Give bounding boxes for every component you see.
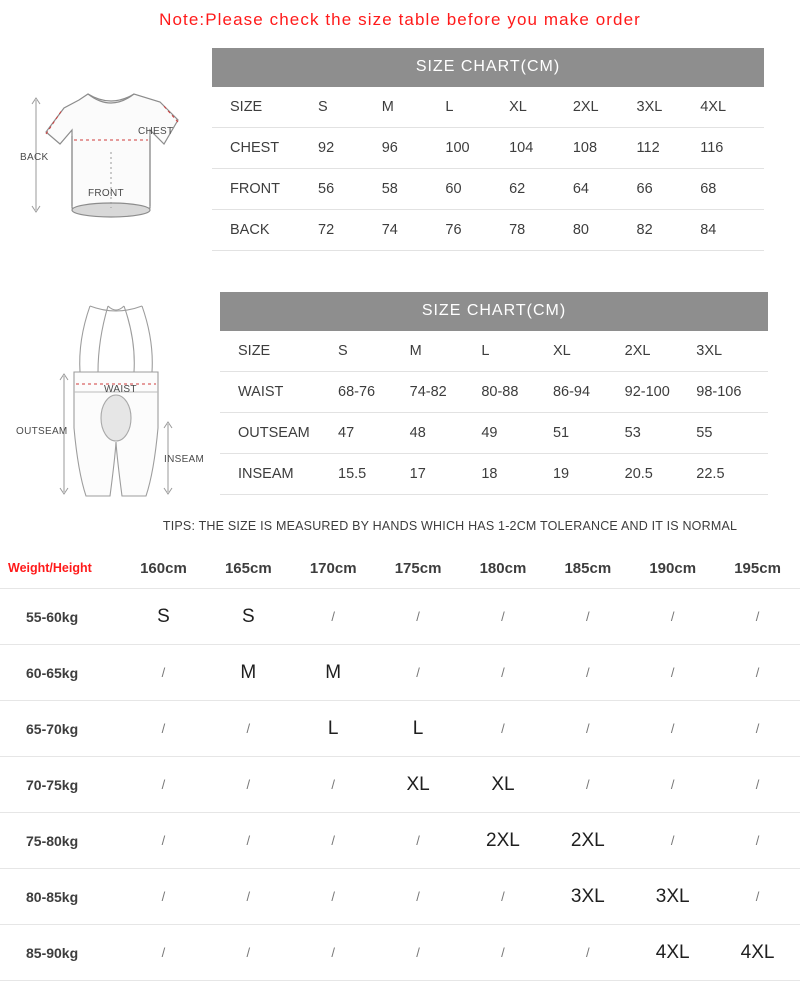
cell: 74-82 <box>410 372 482 413</box>
matrix-cell: / <box>545 701 630 757</box>
column-header: M <box>410 331 482 372</box>
bib-label-outseam: OUTSEAM <box>16 426 68 437</box>
tips-text: TIPS: THE SIZE IS MEASURED BY HANDS WHICH HAS 1-2CM TOLERANCE AND IT IS NORMAL <box>162 519 738 533</box>
cell: 22.5 <box>696 454 768 495</box>
column-header: S <box>318 87 382 128</box>
column-header: 2XL <box>573 87 637 128</box>
cell: 20.5 <box>625 454 697 495</box>
matrix-cell: L <box>376 701 461 757</box>
cell: 72 <box>318 210 382 251</box>
matrix-height-header: 185cm <box>545 548 630 589</box>
matrix-cell: / <box>630 757 715 813</box>
matrix-weight-label: 70-75kg <box>0 757 121 813</box>
table-row <box>0 925 800 981</box>
matrix-height-header: 165cm <box>206 548 291 589</box>
column-header: S <box>338 331 410 372</box>
cell: 86-94 <box>553 372 625 413</box>
matrix-cell: / <box>206 925 291 981</box>
matrix-cell: / <box>291 869 376 925</box>
matrix-cell: / <box>376 813 461 869</box>
column-header: L <box>481 331 553 372</box>
matrix-cell: / <box>461 701 546 757</box>
cell: 56 <box>318 169 382 210</box>
matrix-cell: / <box>121 701 206 757</box>
size-chart-bib <box>220 292 768 495</box>
table-row <box>212 169 764 210</box>
table-row <box>212 87 764 128</box>
matrix-cell: / <box>291 813 376 869</box>
matrix-cell: 2XL <box>545 813 630 869</box>
column-header: XL <box>553 331 625 372</box>
cell: 104 <box>509 128 573 169</box>
matrix-cell: / <box>376 869 461 925</box>
cell: 68-76 <box>338 372 410 413</box>
cell: 17 <box>410 454 482 495</box>
cell: 68 <box>700 169 764 210</box>
matrix-cell: XL <box>376 757 461 813</box>
row-label: CHEST <box>212 128 318 169</box>
jersey-label-chest: CHEST <box>138 126 174 137</box>
matrix-cell: / <box>715 813 800 869</box>
cell: 80-88 <box>481 372 553 413</box>
size-chart-bib-table <box>220 331 768 495</box>
bib-label-inseam: INSEAM <box>164 454 205 465</box>
column-header: M <box>382 87 446 128</box>
matrix-cell: / <box>206 757 291 813</box>
cell: 49 <box>481 413 553 454</box>
column-header: 3XL <box>696 331 768 372</box>
matrix-cell: S <box>206 589 291 645</box>
size-chart-jersey-title: SIZE CHART(CM) <box>212 48 764 87</box>
cell: 64 <box>573 169 637 210</box>
matrix-cell: / <box>121 757 206 813</box>
matrix-cell: 3XL <box>545 869 630 925</box>
cell: 84 <box>700 210 764 251</box>
matrix-cell: / <box>715 589 800 645</box>
table-header-row <box>0 548 800 589</box>
matrix-cell: / <box>715 757 800 813</box>
matrix-cell: / <box>206 869 291 925</box>
jersey-label-back: BACK <box>20 152 49 163</box>
cell: 92 <box>318 128 382 169</box>
table-row <box>0 869 800 925</box>
table-row <box>0 589 800 645</box>
column-header: SIZE <box>212 87 318 128</box>
matrix-cell: / <box>291 757 376 813</box>
matrix-cell: / <box>121 813 206 869</box>
bib-label-waist: WAIST <box>104 384 137 395</box>
cell: 74 <box>382 210 446 251</box>
cell: 92-100 <box>625 372 697 413</box>
cell: 48 <box>410 413 482 454</box>
weight-height-table <box>0 548 800 981</box>
matrix-cell: / <box>376 589 461 645</box>
matrix-cell: 4XL <box>715 925 800 981</box>
matrix-cell: M <box>206 645 291 701</box>
size-chart-jersey <box>212 48 764 251</box>
matrix-weight-label: 80-85kg <box>0 869 121 925</box>
row-label: FRONT <box>212 169 318 210</box>
cell: 18 <box>481 454 553 495</box>
cell: 96 <box>382 128 446 169</box>
cell: 58 <box>382 169 446 210</box>
matrix-cell: / <box>545 589 630 645</box>
column-header: 4XL <box>700 87 764 128</box>
matrix-cell: / <box>461 925 546 981</box>
cell: 80 <box>573 210 637 251</box>
table-row <box>220 413 768 454</box>
cell: 47 <box>338 413 410 454</box>
matrix-cell: XL <box>461 757 546 813</box>
matrix-cell: 2XL <box>461 813 546 869</box>
matrix-cell: / <box>461 589 546 645</box>
column-header: SIZE <box>220 331 338 372</box>
size-chart-bib-title: SIZE CHART(CM) <box>220 292 768 331</box>
matrix-cell: / <box>376 925 461 981</box>
row-label: BACK <box>212 210 318 251</box>
matrix-cell: / <box>206 701 291 757</box>
matrix-cell: S <box>121 589 206 645</box>
cell: 60 <box>445 169 509 210</box>
matrix-cell: / <box>461 645 546 701</box>
cell: 108 <box>573 128 637 169</box>
table-row <box>0 701 800 757</box>
cell: 51 <box>553 413 625 454</box>
matrix-height-header: 175cm <box>376 548 461 589</box>
bib-diagram <box>18 300 214 520</box>
matrix-cell: 3XL <box>630 869 715 925</box>
matrix-weight-label: 85-90kg <box>0 925 121 981</box>
matrix-cell: / <box>630 645 715 701</box>
matrix-weight-label: 60-65kg <box>0 645 121 701</box>
row-label: OUTSEAM <box>220 413 338 454</box>
row-label: INSEAM <box>220 454 338 495</box>
matrix-height-header: 195cm <box>715 548 800 589</box>
matrix-cell: / <box>291 925 376 981</box>
weight-height-matrix <box>0 548 800 981</box>
cell: 100 <box>445 128 509 169</box>
cell: 19 <box>553 454 625 495</box>
matrix-height-header: 170cm <box>291 548 376 589</box>
matrix-cell: / <box>461 869 546 925</box>
table-row <box>0 813 800 869</box>
matrix-cell: L <box>291 701 376 757</box>
cell: 66 <box>637 169 701 210</box>
jersey-diagram <box>16 78 206 258</box>
table-row <box>212 210 764 251</box>
matrix-weight-label: 65-70kg <box>0 701 121 757</box>
matrix-cell: / <box>630 589 715 645</box>
cell: 62 <box>509 169 573 210</box>
size-chart-jersey-table <box>212 87 764 251</box>
matrix-cell: / <box>545 925 630 981</box>
matrix-cell: / <box>715 645 800 701</box>
column-header: 3XL <box>637 87 701 128</box>
table-row <box>0 645 800 701</box>
matrix-cell: / <box>715 869 800 925</box>
matrix-cell: M <box>291 645 376 701</box>
matrix-cell: / <box>121 869 206 925</box>
matrix-weight-label: 55-60kg <box>0 589 121 645</box>
row-label: WAIST <box>220 372 338 413</box>
column-header: L <box>445 87 509 128</box>
cell: 55 <box>696 413 768 454</box>
cell: 15.5 <box>338 454 410 495</box>
matrix-height-header: 160cm <box>121 548 206 589</box>
matrix-height-header: 180cm <box>461 548 546 589</box>
cell: 116 <box>700 128 764 169</box>
column-header: 2XL <box>625 331 697 372</box>
jersey-label-front: FRONT <box>88 188 124 199</box>
cell: 98-106 <box>696 372 768 413</box>
cell: 112 <box>637 128 701 169</box>
matrix-cell: / <box>121 925 206 981</box>
matrix-height-header: 190cm <box>630 548 715 589</box>
table-row <box>220 331 768 372</box>
cell: 82 <box>637 210 701 251</box>
matrix-cell: / <box>206 813 291 869</box>
matrix-cell: / <box>376 645 461 701</box>
matrix-cell: / <box>630 813 715 869</box>
cell: 76 <box>445 210 509 251</box>
matrix-cell: / <box>545 757 630 813</box>
top-note: Note:Please check the size table before you make order <box>159 10 641 29</box>
matrix-cell: / <box>630 701 715 757</box>
matrix-corner-label: Weight/Height <box>0 548 121 589</box>
table-row <box>220 372 768 413</box>
matrix-weight-label: 75-80kg <box>0 813 121 869</box>
table-row <box>220 454 768 495</box>
cell: 53 <box>625 413 697 454</box>
cell: 78 <box>509 210 573 251</box>
matrix-cell: / <box>715 701 800 757</box>
matrix-cell: / <box>545 645 630 701</box>
table-row <box>212 128 764 169</box>
matrix-cell: / <box>291 589 376 645</box>
table-row <box>0 757 800 813</box>
column-header: XL <box>509 87 573 128</box>
matrix-cell: 4XL <box>630 925 715 981</box>
matrix-cell: / <box>121 645 206 701</box>
